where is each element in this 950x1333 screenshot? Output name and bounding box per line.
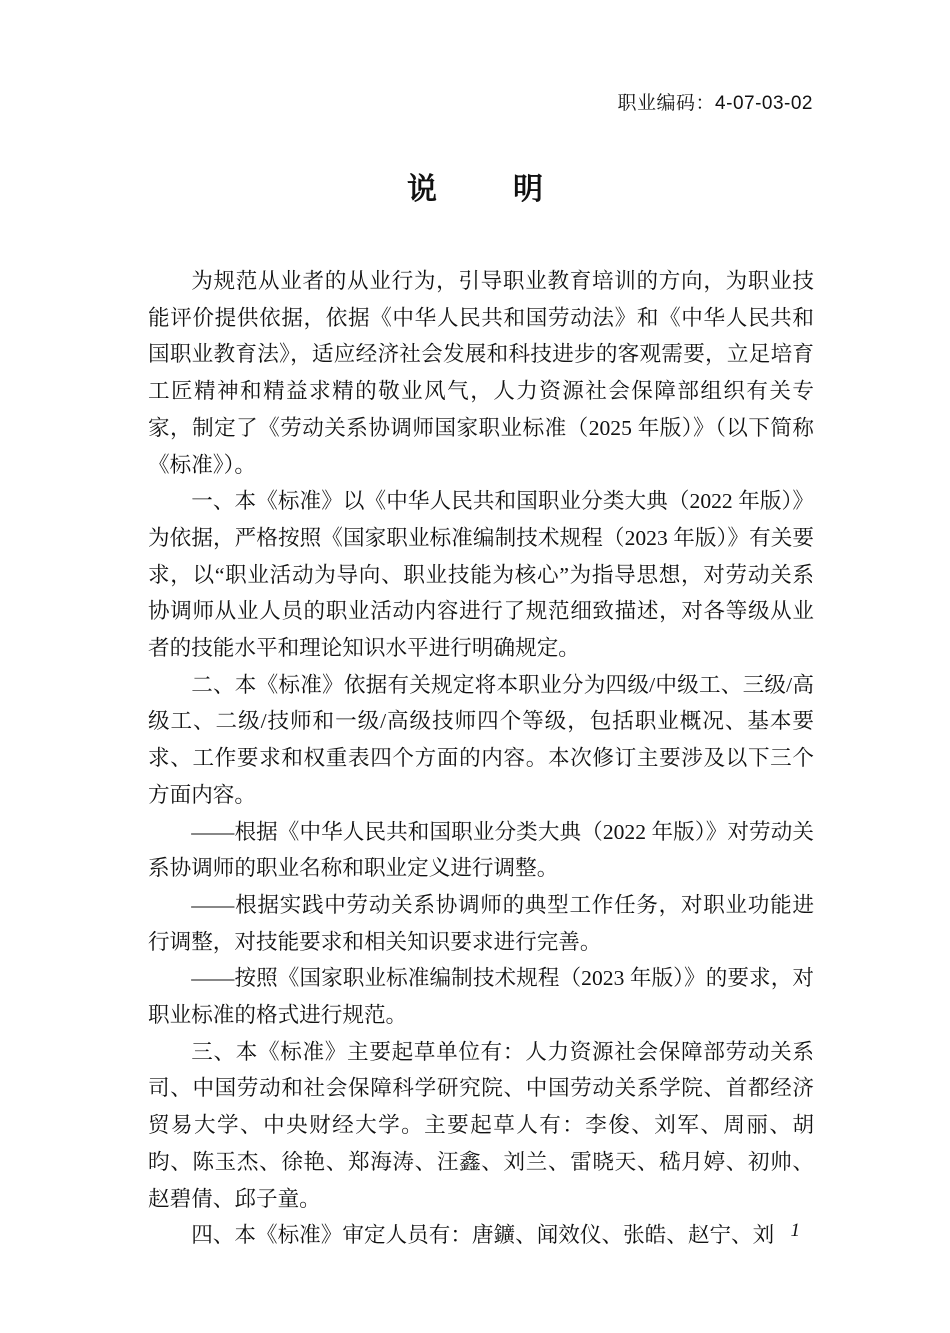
paragraph-section-1: 一、本《标准》以《中华人民共和国职业分类大典（2022 年版）》为依据，严格按照《国家职业标准编制技术规程（2023 年版）》有关要求，以“职业活动为导向、职业技能为核心”为指导思想，对劳动关系协调师从业人员的职业活动内容进行了规范细致描述，对各等级从业者的技能水平和理论知识水平进行明确规定。 [148,489,814,661]
paragraph-section-4: 四、本《标准》审定人员有：唐鑛、闻效仪、张皓、赵宁、刘 [191,1223,775,1248]
page-number: 1 [790,1220,800,1241]
page-title [0,170,950,210]
paragraph-section-3: 三、本《标准》主要起草单位有：人力资源社会保障部劳动关系司、中国劳动和社会保障科学研究院、中国劳动关系学院、首都经济贸易大学、中央财经大学。主要起草人有：李俊、刘军、周丽、胡昀、陈玉杰、徐艳、郑海涛、汪鑫、刘兰、雷晓天、嵇月婷、初帅、赵碧倩、邱子童。 [148,1039,814,1211]
document-body [148,263,814,1254]
paragraph-intro: 为规范从业者的从业行为，引导职业教育培训的方向，为职业技能评价提供依据，依据《中华人民共和国劳动法》和《中华人民共和国职业教育法》，适应经济社会发展和科技进步的客观需要，立足培育工匠精神和精益求精的敬业风气，人力资源社会保障部组织有关专家，制定了《劳动关系协调师国家职业标准（2025 年版）》（以下简称《标准》）。 [148,269,814,477]
title-char-1: 说 [407,172,437,207]
paragraph-revision-item-2: ——根据实践中劳动关系协调师的典型工作任务，对职业功能进行调整，对技能要求和相关知识要求进行完善。 [148,892,814,954]
title-char-2: 明 [513,172,543,207]
paragraph-section-2: 二、本《标准》依据有关规定将本职业分为四级/中级工、三级/高级工、二级/技师和一级/高级技师四个等级，包括职业概况、基本要求、工作要求和权重表四个方面的内容。本次修订主要涉及以下三个方面内容。 [148,672,814,807]
paragraph-revision-item-3: ——按照《国家职业标准编制技术规程（2023 年版）》的要求，对职业标准的格式进行规范。 [148,966,814,1028]
paragraph-revision-item-1: ——根据《中华人民共和国职业分类大典（2022 年版）》对劳动关系协调师的职业名称和职业定义进行调整。 [148,819,814,881]
occupation-code: 职业编码：4-07-03-02 [617,93,813,114]
